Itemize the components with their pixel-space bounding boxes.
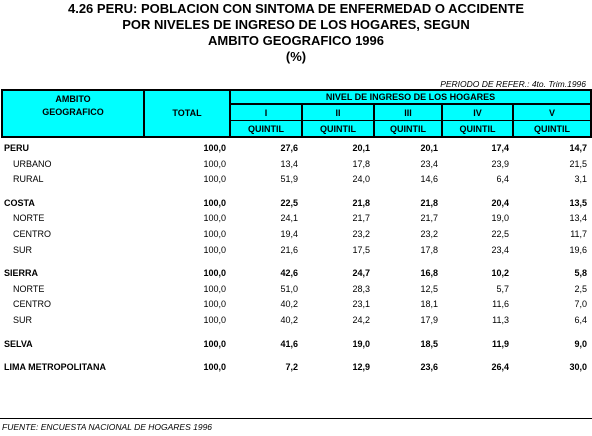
cell-quintil-4: 17,4 xyxy=(491,143,509,153)
cell-quintil-5: 19,6 xyxy=(569,244,588,255)
cell-quintil-4: 11,3 xyxy=(492,314,509,325)
cell-quintil-2: 24,0 xyxy=(352,174,370,185)
cell-quintil-3: 18,1 xyxy=(420,299,438,310)
cell-quintil-5: 30,0 xyxy=(569,362,588,373)
header-roman-4: IV xyxy=(442,104,513,121)
cell-total: 100,0 xyxy=(203,158,226,169)
row-label: NORTE xyxy=(13,283,45,294)
row-label: LIMA METROPOLITANA xyxy=(4,362,106,373)
cell-quintil-3: 23,4 xyxy=(420,158,438,169)
table-row xyxy=(2,282,591,298)
cell-total: 100,0 xyxy=(203,314,226,325)
title-line-3: AMBITO GEOGRAFICO 1996 xyxy=(207,33,384,48)
header-ambito-line2: GEOGRAFICO xyxy=(42,107,104,117)
cell-quintil-1: 42,6 xyxy=(280,268,298,279)
cell-quintil-1: 22,5 xyxy=(280,197,298,208)
row-label: URBANO xyxy=(13,158,52,169)
header-quintil-4: QUINTIL xyxy=(442,121,513,138)
table-row xyxy=(2,141,591,157)
cell-quintil-5: 14,7 xyxy=(569,143,588,153)
table-row xyxy=(2,172,591,188)
table-row xyxy=(2,243,591,259)
cell-quintil-2: 19,0 xyxy=(352,338,370,349)
cell-quintil-3: 16,8 xyxy=(420,268,438,279)
cell-quintil-5: 13,4 xyxy=(569,213,588,224)
cell-quintil-5: 7,0 xyxy=(574,299,588,310)
header-total: TOTAL xyxy=(144,90,230,137)
cell-quintil-5: 13,5 xyxy=(569,197,588,208)
cell-quintil-5: 5,8 xyxy=(574,268,588,279)
cell-total: 100,0 xyxy=(203,244,226,255)
cell-total: 100,0 xyxy=(203,174,226,185)
cell-quintil-1: 19,4 xyxy=(280,228,298,239)
cell-total: 100,0 xyxy=(203,213,226,224)
cell-quintil-3: 20,1 xyxy=(420,143,438,153)
table-row xyxy=(2,266,591,282)
cell-quintil-2: 20,1 xyxy=(352,143,370,153)
cell-total: 100,0 xyxy=(203,299,226,310)
cell-quintil-4: 26,4 xyxy=(491,362,509,373)
row-label: SUR xyxy=(13,244,33,255)
cell-quintil-1: 51,9 xyxy=(280,174,298,185)
header-income-group: NIVEL DE INGRESO DE LOS HOGARES xyxy=(230,90,591,104)
cell-quintil-3: 17,8 xyxy=(420,244,438,255)
cell-quintil-2: 28,3 xyxy=(352,283,370,294)
cell-quintil-3: 12,5 xyxy=(420,283,438,294)
data-table xyxy=(1,89,592,376)
cell-quintil-1: 27,6 xyxy=(280,143,298,153)
cell-total: 100,0 xyxy=(203,268,226,279)
header-quintil-3: QUINTIL xyxy=(374,121,442,138)
cell-quintil-2: 23,1 xyxy=(352,299,370,310)
header-roman-2: II xyxy=(302,104,374,121)
cell-total: 100,0 xyxy=(203,143,226,153)
cell-quintil-1: 40,2 xyxy=(280,314,298,325)
cell-quintil-2: 21,7 xyxy=(352,213,370,224)
cell-quintil-2: 12,9 xyxy=(352,362,370,373)
row-label: CENTRO xyxy=(13,228,51,239)
row-label: RURAL xyxy=(13,174,44,185)
cell-quintil-4: 11,6 xyxy=(492,299,509,310)
cell-quintil-1: 13,4 xyxy=(280,158,298,169)
cell-total: 100,0 xyxy=(203,338,226,349)
spacer-row xyxy=(2,188,591,196)
table-row xyxy=(2,157,591,173)
header-roman-1: I xyxy=(230,104,302,121)
cell-quintil-1: 24,1 xyxy=(280,213,298,224)
title-line-1: 4.26 PERU: POBLACION CON SINTOMA DE ENFERMEDAD O ACCIDENTE xyxy=(67,1,524,16)
row-label: PERU xyxy=(4,143,30,153)
cell-quintil-5: 2,5 xyxy=(574,283,588,294)
row-label: SIERRA xyxy=(4,268,39,279)
cell-quintil-4: 23,9 xyxy=(491,158,509,169)
row-label: CENTRO xyxy=(13,299,51,310)
header-ambito-line1: AMBITO xyxy=(55,94,91,104)
bottom-rule xyxy=(0,418,592,419)
header-quintil-2: QUINTIL xyxy=(302,121,374,138)
table-row xyxy=(2,211,591,227)
cell-quintil-4: 10,2 xyxy=(491,268,509,279)
cell-quintil-1: 40,2 xyxy=(280,299,298,310)
cell-total: 100,0 xyxy=(203,228,226,239)
table-row xyxy=(2,337,591,353)
cell-quintil-5: 6,4 xyxy=(574,314,588,325)
header-quintil-5: QUINTIL xyxy=(513,121,591,138)
table-row xyxy=(2,360,591,376)
cell-quintil-3: 18,5 xyxy=(420,338,438,349)
cell-quintil-2: 23,2 xyxy=(352,228,370,239)
cell-quintil-2: 17,8 xyxy=(352,158,370,169)
cell-quintil-3: 21,7 xyxy=(420,213,438,224)
cell-quintil-2: 24,2 xyxy=(352,314,370,325)
row-label: SELVA xyxy=(4,338,33,349)
header-roman-5: V xyxy=(513,104,591,121)
cell-quintil-4: 5,7 xyxy=(496,283,509,294)
table-row xyxy=(2,313,591,329)
cell-quintil-1: 7,2 xyxy=(285,362,298,373)
title-line-2: POR NIVELES DE INGRESO DE LOS HOGARES, SEGUN xyxy=(122,17,470,32)
cell-quintil-1: 51,0 xyxy=(280,283,298,294)
cell-quintil-4: 11,9 xyxy=(491,338,509,349)
table-body xyxy=(2,137,591,376)
title-unit: (%) xyxy=(285,49,307,64)
header-quintil-1: QUINTIL xyxy=(230,121,302,138)
table-row xyxy=(2,227,591,243)
header-ambito xyxy=(2,90,144,137)
cell-quintil-4: 6,4 xyxy=(496,174,509,185)
cell-quintil-3: 23,6 xyxy=(420,362,438,373)
cell-quintil-1: 21,6 xyxy=(280,244,298,255)
cell-quintil-2: 24,7 xyxy=(352,268,370,279)
spacer-row xyxy=(2,329,591,337)
table-row xyxy=(2,297,591,313)
cell-quintil-1: 41,6 xyxy=(280,338,298,349)
cell-quintil-5: 11,7 xyxy=(570,228,588,239)
cell-quintil-2: 21,8 xyxy=(352,197,370,208)
cell-quintil-5: 3,1 xyxy=(574,174,588,185)
cell-quintil-3: 21,8 xyxy=(420,197,438,208)
period-note: PERIODO DE REFER.: 4to. Trim.1996 xyxy=(440,79,586,89)
cell-quintil-3: 17,9 xyxy=(420,314,438,325)
cell-quintil-3: 14,6 xyxy=(420,174,438,185)
cell-quintil-4: 23,4 xyxy=(491,244,509,255)
cell-quintil-3: 23,2 xyxy=(420,228,438,239)
cell-total: 100,0 xyxy=(203,362,226,373)
table-row xyxy=(2,196,591,212)
cell-total: 100,0 xyxy=(203,197,226,208)
row-label: COSTA xyxy=(4,197,35,208)
cell-quintil-5: 9,0 xyxy=(574,338,588,349)
spacer-row xyxy=(2,352,591,360)
header-roman-3: III xyxy=(374,104,442,121)
spacer-row xyxy=(2,258,591,266)
cell-quintil-5: 21,5 xyxy=(569,158,588,169)
cell-quintil-2: 17,5 xyxy=(352,244,370,255)
row-label: NORTE xyxy=(13,213,45,224)
cell-total: 100,0 xyxy=(203,283,226,294)
cell-quintil-4: 20,4 xyxy=(491,197,509,208)
source-note: FUENTE: ENCUESTA NACIONAL DE HOGARES 1996 xyxy=(2,422,213,432)
cell-quintil-4: 22,5 xyxy=(491,228,509,239)
cell-quintil-4: 19,0 xyxy=(491,213,509,224)
row-label: SUR xyxy=(13,314,33,325)
